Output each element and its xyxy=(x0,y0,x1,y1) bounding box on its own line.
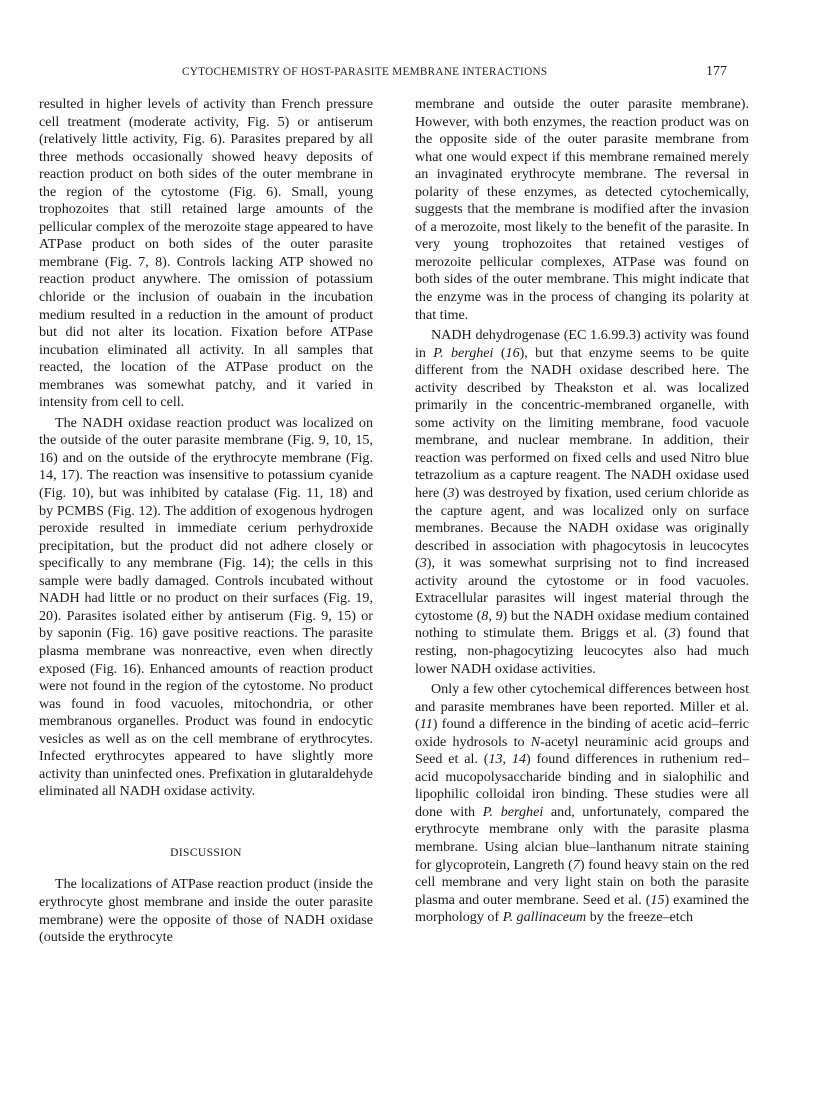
page-header xyxy=(0,64,816,84)
text-run: ) found that resting, non-phagocytizing leucocytes also had much lower NADH oxidase activities. xyxy=(415,625,749,677)
text-run: -acetyl neuraminic acid groups and Seed et al. ( xyxy=(415,733,749,768)
citation-ref: 8 xyxy=(481,607,489,624)
right-column xyxy=(415,96,749,927)
text-run: ) examined the morphology of xyxy=(415,891,749,926)
citation-ref: 9 xyxy=(495,607,503,624)
citation-ref: 3 xyxy=(419,555,427,572)
citation-ref: 3 xyxy=(668,625,676,642)
citation-ref: 13 xyxy=(488,751,503,768)
page-number: 177 xyxy=(706,64,727,79)
text-run: by the freeze–etch xyxy=(586,909,694,926)
citation-ref: 16 xyxy=(505,344,520,361)
paragraph-nadh-results: The NADH oxidase reaction product was localized on the outside of the outer parasite membrane (Fig. 9, 10, 15, 16) and on the outside of the erythrocyte membrane (Fig. 14, 17). The reaction was insensitive to potassium cyanide (Fig. 10), but was inhibited by catalase (Fig. 11, 18) and by PCMBS (Fig. 12). The addition of exogenous hydrogen peroxide resulted in immediate cerium perhydroxide precipitation, but the product did not adhere closely or specifically to any membrane (Fig. 14); the cells in this sample were badly damaged. Controls incubated without NADH had little or no product on their surfaces (Fig. 19, 20). Parasites isolated either by antiserum (Fig. 9, 15) or by saponin (Fig. 16) gave positive reactions. The parasite plasma membrane was nonreactive, even when directly exposed (Fig. 16). Enhanced amounts of reaction product were not found in the region of the cytostome. No product was found in food vacuoles, mitochondria, or other membranous organelles. Product was found in endocytic vesicles as well as on the cell membrane of erythrocytes. Infected erythrocytes appeared to have slightly more activity than uninfected ones. Prefixation in glutaraldehyde eliminated all NADH oxidase activity. xyxy=(39,414,373,800)
text-run: , xyxy=(488,607,496,624)
species-name: P. gallinaceum xyxy=(502,909,587,926)
text-run: ), but that enzyme seems to be quite different from the NADH oxidase described here. The activity described by Theakston et al. was localized primarily in the concentric-membraned organelle, with some activity on the limiting membrane, food vacuole membrane, and nuclear membrane. In addition, their reaction was performed on fixed cells and used Nitro blue tetrazolium as a capture reagent. The NADH oxidase used here ( xyxy=(415,344,749,502)
citation-ref: 15 xyxy=(650,891,665,908)
paragraph-atpase-results: resulted in higher levels of activity than French pressure cell treatment (moderate activity, Fig. 5) or antiserum (relatively little activity, Fig. 6). Parasites prepared by all three methods occasionally showed heavy deposits of reaction product on both sides of the outer membrane in the region of the cytostome (Fig. 6). Small, young trophozoites that still retained large amounts of the pellicular complex of the merozoite stage appeared to have ATPase product on both sides of the outer parasite membrane (Fig. 7, 8). Controls lacking ATP showed no reaction product anywhere. The omission of potassium chloride or the inclusion of ouabain in the incubation medium resulted in a reduction in the amount of product but did not alter its location. Fixation before ATPase incubation eliminated all activity. In all samples that reacted, the location of the ATPase product on the membranes was somewhat patchy, and it varied in intensity from cell to cell. xyxy=(39,96,373,411)
text-run: ) was destroyed by fixation, used cerium chloride as the capture agent, and was localized only on surface membranes. Because the NADH oxidase was originally described in association with phagocytosis in leucocytes ( xyxy=(415,485,749,572)
citation-ref: 3 xyxy=(447,485,455,502)
text-run: NADH dehydrogenase (EC 1.6.99.3) activity was found in xyxy=(415,327,749,361)
text-run: ) but the NADH oxidase medium contained nothing to stimulate them. Briggs et al. ( xyxy=(415,607,750,642)
species-name: P. berghei xyxy=(482,803,544,820)
text-run: ) found differences in ruthenium red–acid mucopolysaccharide binding and in sialophilic and lipophilic colloidal iron binding. These studies were all done with xyxy=(415,751,750,820)
paragraph-discussion-intro: The localizations of ATPase reaction product (inside the erythrocyte ghost membrane and inside the outer parasite membrane) were the opposite of those of NADH oxidase (outside the erythrocyte xyxy=(39,876,373,946)
text-run: ), it was somewhat surprising not to find increased activity around the cytostome or in food vacuoles. Extracellular parasites will ingest material through the cytostome ( xyxy=(415,555,749,624)
species-name: P. berghei xyxy=(433,344,494,361)
text-run: and, unfortunately, compared the erythrocyte membrane only with the parasite plasma membrane. Using alcian blue–lanthanum nitrate staining for glycoprotein, Langreth ( xyxy=(415,803,750,873)
chemical-prefix: N xyxy=(530,733,541,750)
citation-ref: 14 xyxy=(511,751,526,768)
text-run: ( xyxy=(493,344,506,361)
text-run: Only a few other cytochemical differences between host and parasite membranes have been reported. Miller et al. ( xyxy=(415,681,749,733)
text-run: ) found heavy stain on the red cell membrane and very light stain on both the parasite plasma and outer membrane. Seed et al. ( xyxy=(415,856,749,908)
citation-ref: 7 xyxy=(572,856,580,873)
section-heading-discussion: DISCUSSION xyxy=(170,846,242,859)
left-column xyxy=(39,96,373,947)
running-title: CYTOCHEMISTRY OF HOST-PARASITE MEMBRANE INTERACTIONS xyxy=(182,66,548,78)
paragraph-polarity: membrane and outside the outer parasite membrane). However, with both enzymes, the reaction product was on the opposite side of the outer parasite membrane from what one would expect if this membrane remained merely an invaginated erythrocyte membrane. The reversal in polarity of these enzymes, as detected cytochemically, suggests that the membrane is modified after the invasion of a merozoite, most likely to the benefit of the parasite. In very young trophozoites that retained vestiges of merozoite pellicular complexes, ATPase was found on both sides of the outer membrane. This might indicate that the enzyme was in the process of changing its polarity at that time. xyxy=(415,96,749,323)
paragraph-other-differences xyxy=(415,681,749,927)
citation-ref: 11 xyxy=(419,716,433,733)
text-run: , xyxy=(502,751,512,768)
paragraph-nadh-dehydrogenase xyxy=(415,327,749,678)
text-run: ) found a difference in the binding of acetic acid–ferric oxide hydrosols to xyxy=(415,716,749,750)
